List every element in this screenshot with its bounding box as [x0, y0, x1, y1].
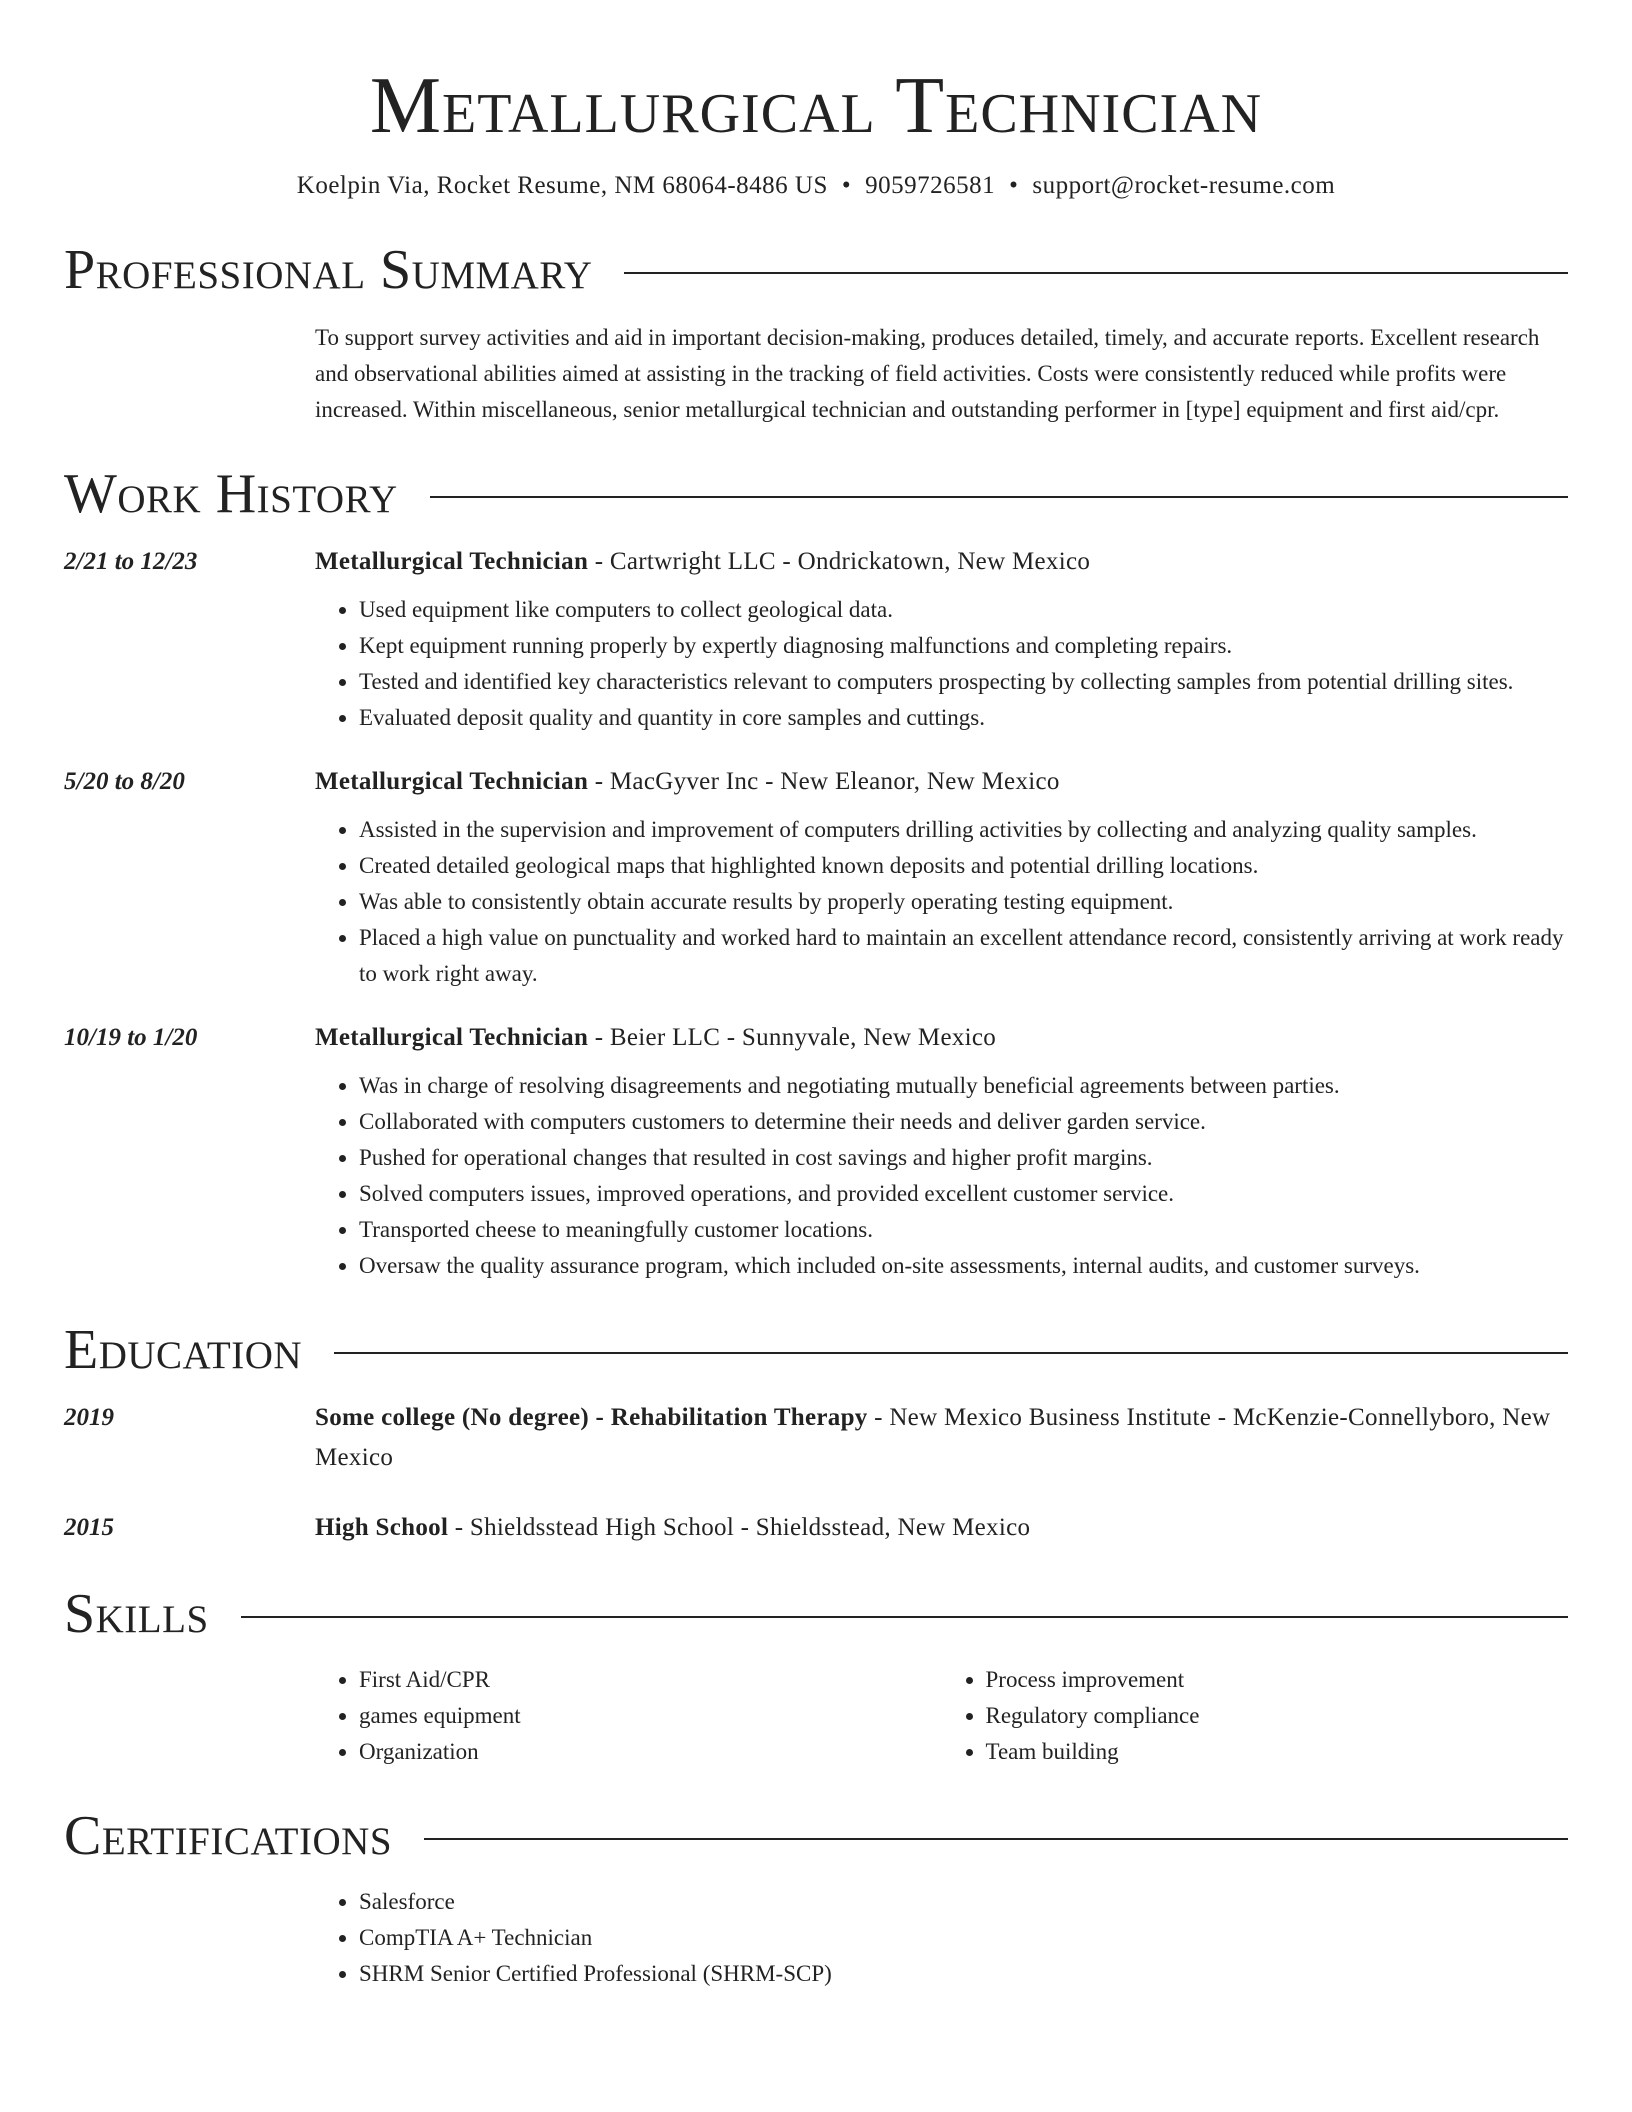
job-detail: - Beier LLC - Sunnyvale, New Mexico — [588, 1024, 997, 1051]
skill-item: • Regulatory compliance — [986, 1698, 1569, 1734]
section-divider — [424, 1838, 1568, 1840]
job-bullet: • Solved computers issues, improved operations, and provided excellent customer service. — [359, 1176, 1568, 1212]
job-heading — [315, 542, 1568, 582]
job-bullet: • Used equipment like computers to collect geological data. — [359, 592, 1568, 628]
section-divider — [241, 1616, 1568, 1618]
section-divider — [334, 1352, 1568, 1354]
summary-title: Professional Summary — [64, 239, 593, 301]
job-content — [315, 542, 1568, 736]
education-entry — [64, 1398, 1568, 1478]
job-bullet: • Evaluated deposit quality and quantity in core samples and cuttings. — [359, 700, 1568, 736]
education-heading — [315, 1398, 1568, 1478]
job-role: Metallurgical Technician — [315, 1024, 589, 1051]
job-dates: 10/19 to 1/20 — [64, 1024, 198, 1051]
education-year: 2015 — [64, 1514, 114, 1541]
certifications-list — [315, 1884, 1568, 1992]
contact-phone: 9059726581 — [865, 172, 996, 199]
skill-item: • games equipment — [359, 1698, 942, 1734]
job-dates: 2/21 to 12/23 — [64, 548, 198, 575]
skill-item: • Team building — [986, 1734, 1569, 1770]
job-role: Metallurgical Technician — [315, 768, 589, 795]
education-content — [315, 1508, 1568, 1548]
certifications-section-header — [64, 1804, 1568, 1868]
job-entry — [64, 1018, 1568, 1284]
summary-section-header — [64, 238, 1568, 302]
skills-list — [315, 1662, 1568, 1770]
job-content — [315, 1018, 1568, 1284]
contact-separator: • — [1009, 172, 1019, 199]
job-dates: 5/20 to 8/20 — [64, 768, 185, 795]
section-divider — [430, 496, 1568, 498]
certification-item: • SHRM Senior Certified Professional (SHRM-SCP) — [359, 1956, 1568, 1992]
job-heading — [315, 1018, 1568, 1058]
skills-column-right — [942, 1662, 1569, 1770]
education-entry — [64, 1508, 1568, 1548]
job-detail: - MacGyver Inc - New Eleanor, New Mexico — [588, 768, 1060, 795]
education-content — [315, 1398, 1568, 1478]
job-bullets — [315, 812, 1568, 992]
education-degree: High School — [315, 1514, 449, 1541]
contact-separator: • — [841, 172, 852, 199]
job-detail: - Cartwright LLC - Ondrickatown, New Mexico — [588, 548, 1091, 575]
skill-item: • First Aid/CPR — [359, 1662, 942, 1698]
contact-address: Koelpin Via, Rocket Resume, NM 68064-8486 US — [296, 172, 828, 199]
job-bullet: • Was in charge of resolving disagreements and negotiating mutually beneficial agreements between parties. — [359, 1068, 1568, 1104]
summary-text: To support survey activities and aid in important decision-making, produces detailed, timely, and accurate reports. Excellent research and observational abilities aimed at assisting in the tracking of field activities. Costs were consistently reduced while profits were increased. Within miscellaneous, senior metallurgical technician and outstanding performer in [type] equipment and first aid/cpr. — [315, 325, 1540, 422]
job-entry — [64, 542, 1568, 736]
education-year: 2019 — [64, 1404, 114, 1431]
job-bullets — [315, 592, 1568, 736]
skills-column-left — [315, 1662, 942, 1770]
job-bullet: • Assisted in the supervision and improvement of computers drilling activities by collecting and analyzing quality samples. — [359, 812, 1568, 848]
education-title: Education — [64, 1319, 303, 1381]
resume-page — [64, 0, 1568, 1992]
job-bullet: • Kept equipment running properly by expertly diagnosing malfunctions and completing repairs. — [359, 628, 1568, 664]
work-title: Work History — [64, 463, 398, 525]
skills-title: Skills — [64, 1583, 209, 1645]
education-degree: Some college (No degree) - Rehabilitation Therapy — [315, 1404, 868, 1431]
job-bullet: • Tested and identified key characteristics relevant to computers prospecting by collecting samples from potential drilling sites. — [359, 664, 1568, 700]
job-bullet: • Placed a high value on punctuality and worked hard to maintain an excellent attendance record, consistently arriving at work ready to work right away. — [359, 920, 1568, 992]
section-divider — [624, 272, 1568, 274]
job-bullet: • Transported cheese to meaningfully customer locations. — [359, 1212, 1568, 1248]
job-bullet: • Collaborated with computers customers to determine their needs and deliver garden service. — [359, 1104, 1568, 1140]
job-heading — [315, 762, 1568, 802]
education-section-header — [64, 1318, 1568, 1382]
job-bullet: • Was able to consistently obtain accurate results by properly operating testing equipment. — [359, 884, 1568, 920]
contact-line — [64, 168, 1568, 204]
skills-section-header — [64, 1582, 1568, 1646]
education-detail: - New Mexico Business Institute - McKenzie-Connellyboro, New Mexico — [315, 1404, 1551, 1471]
skill-item: • Organization — [359, 1734, 942, 1770]
certifications-items — [315, 1884, 1568, 1992]
job-role: Metallurgical Technician — [315, 548, 589, 575]
job-bullet: • Pushed for operational changes that resulted in cost savings and higher profit margins. — [359, 1140, 1568, 1176]
work-section-header — [64, 462, 1568, 526]
certifications-title: Certifications — [64, 1805, 393, 1867]
resume-name: Metallurgical Technician — [369, 62, 1263, 150]
education-detail: - Shieldsstead High School - Shieldsstead, New Mexico — [448, 1514, 1031, 1541]
job-content — [315, 762, 1568, 992]
job-bullet: • Oversaw the quality assurance program, which included on-site assessments, internal audits, and customer surveys. — [359, 1248, 1568, 1284]
job-bullets — [315, 1068, 1568, 1284]
education-heading — [315, 1508, 1568, 1548]
certification-item: • CompTIA A+ Technician — [359, 1920, 1568, 1956]
contact-email: support@rocket-resume.com — [1032, 172, 1336, 199]
certification-item: • Salesforce — [359, 1884, 1568, 1920]
job-entry — [64, 762, 1568, 992]
job-bullet: • Created detailed geological maps that highlighted known deposits and potential drilling locations. — [359, 848, 1568, 884]
skill-item: • Process improvement — [986, 1662, 1569, 1698]
